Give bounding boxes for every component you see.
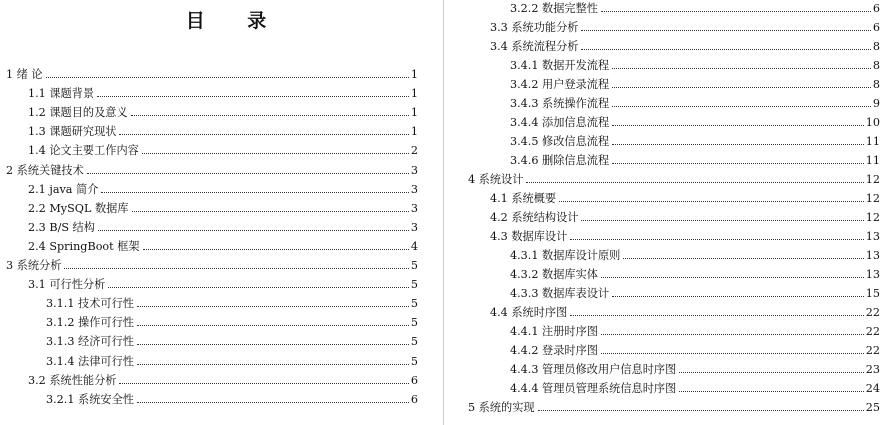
toc-entry-page: 2 xyxy=(410,144,418,158)
toc-entry[interactable] xyxy=(510,133,880,148)
toc-entry-page: 1 xyxy=(410,87,418,101)
toc-entry[interactable] xyxy=(28,104,418,119)
toc-entry[interactable] xyxy=(46,333,418,348)
dot-leader xyxy=(137,344,409,345)
toc-entry-label: 1.2 课题目的及意义 xyxy=(28,106,128,120)
toc-entry[interactable] xyxy=(46,391,418,406)
toc-entry-page: 3 xyxy=(410,163,418,177)
toc-entry-page: 22 xyxy=(865,344,880,357)
toc-entry-page: 12 xyxy=(865,211,880,224)
toc-entry-page: 3 xyxy=(410,220,418,234)
toc-entry-page: 6 xyxy=(872,2,880,15)
toc-entry-label: 3.4.3 系统操作流程 xyxy=(510,97,610,110)
toc-entry[interactable] xyxy=(510,323,880,338)
toc-entry-label: 5 系统的实现 xyxy=(468,401,535,414)
dot-leader xyxy=(679,372,863,373)
toc-entry-page: 10 xyxy=(865,116,880,129)
dot-leader xyxy=(581,49,870,50)
toc-entry-label: 1 绪 论 xyxy=(6,68,43,81)
toc-entry[interactable] xyxy=(46,295,418,310)
toc-entry[interactable] xyxy=(28,200,418,215)
toc-entry-label: 3.4.5 修改信息流程 xyxy=(510,135,610,148)
toc-entry-label: 1.1 课题背景 xyxy=(28,87,95,101)
toc-title: 目 录 xyxy=(185,10,285,32)
toc-entry-page: 13 xyxy=(865,230,880,243)
toc-entry-label: 4.4.4 管理员管理系统信息时序图 xyxy=(510,382,677,395)
toc-entry-label: 3.2.2 数据完整性 xyxy=(510,2,598,15)
toc-entry-page: 1 xyxy=(410,125,418,139)
dot-leader xyxy=(142,153,409,154)
toc-entry-page: 9 xyxy=(872,97,880,110)
toc-entry-page: 8 xyxy=(872,59,880,72)
toc-entry-page: 23 xyxy=(865,363,880,376)
toc-entry[interactable] xyxy=(28,85,418,100)
dot-leader xyxy=(612,163,864,164)
toc-entry[interactable] xyxy=(28,238,418,253)
toc-entry-page: 4 xyxy=(410,239,418,253)
toc-entry-label: 4.1 系统概要 xyxy=(490,192,557,205)
toc-entry-page: 3 xyxy=(410,201,418,215)
dot-leader xyxy=(97,96,409,97)
toc-entry[interactable] xyxy=(490,228,880,243)
dot-leader xyxy=(87,173,409,174)
toc-entry[interactable] xyxy=(28,276,418,291)
toc-entry[interactable] xyxy=(510,266,880,281)
toc-entry-page: 6 xyxy=(872,21,880,34)
toc-entry[interactable] xyxy=(490,209,880,224)
toc-entry-page: 5 xyxy=(410,278,418,292)
toc-entry-label: 4 系统设计 xyxy=(468,173,524,186)
toc-entry-label: 3.4.6 删除信息流程 xyxy=(510,154,610,167)
dot-leader xyxy=(137,325,409,326)
toc-entry-page: 6 xyxy=(410,392,418,406)
dot-leader xyxy=(623,258,863,259)
toc-entry-label: 3.2.1 系统安全性 xyxy=(46,392,134,406)
toc-entry[interactable] xyxy=(510,380,880,395)
toc-entry-label: 4.4.3 管理员修改用户信息时序图 xyxy=(510,363,677,376)
toc-entry[interactable] xyxy=(468,171,880,186)
toc-entry-page: 13 xyxy=(865,249,880,262)
toc-entry-label: 3.2 系统性能分析 xyxy=(28,373,117,387)
toc-entry[interactable] xyxy=(490,304,880,319)
toc-entry[interactable] xyxy=(490,190,880,205)
toc-entry-page: 3 xyxy=(410,182,418,196)
toc-entry-label: 4.3 数据库设计 xyxy=(490,230,568,243)
dot-leader xyxy=(581,30,870,31)
toc-entry-page: 24 xyxy=(865,382,880,395)
toc-entry[interactable] xyxy=(28,142,418,157)
toc-entry[interactable] xyxy=(28,219,418,234)
page-divider xyxy=(443,0,444,425)
toc-entry-page: 5 xyxy=(410,316,418,330)
dot-leader xyxy=(612,68,871,69)
toc-entry-label: 1.4 论文主要工作内容 xyxy=(28,144,139,158)
toc-entry[interactable] xyxy=(510,76,880,91)
toc-entry-label: 3.3 系统功能分析 xyxy=(490,21,579,34)
toc-entry-page: 15 xyxy=(865,287,880,300)
toc-entry[interactable] xyxy=(6,257,418,272)
toc-entry-label: 2.1 java 简介 xyxy=(28,182,99,196)
dot-leader xyxy=(143,249,409,250)
dot-leader xyxy=(101,192,408,193)
dot-leader xyxy=(137,306,409,307)
dot-leader xyxy=(612,106,871,107)
toc-entry[interactable] xyxy=(510,152,880,167)
toc-entry-page: 12 xyxy=(865,173,880,186)
dot-leader xyxy=(601,334,864,335)
toc-entry[interactable] xyxy=(28,372,418,387)
toc-entry[interactable] xyxy=(6,66,418,81)
toc-entry-page: 5 xyxy=(410,354,418,368)
dot-leader xyxy=(108,287,409,288)
dot-leader xyxy=(601,11,871,12)
dot-leader xyxy=(581,220,863,221)
toc-entry-label: 3.4.4 添加信息流程 xyxy=(510,116,610,129)
dot-leader xyxy=(137,402,409,403)
dot-leader xyxy=(601,353,864,354)
dot-leader xyxy=(601,277,864,278)
toc-entry-label: 3.4 系统流程分析 xyxy=(490,40,579,53)
dot-leader xyxy=(679,391,863,392)
toc-entry-page: 5 xyxy=(410,259,418,272)
toc-entry[interactable] xyxy=(510,0,880,15)
toc-entry-label: 1.3 课题研究现状 xyxy=(28,125,117,139)
toc-entry-label: 3.1.2 操作可行性 xyxy=(46,316,134,330)
toc-entry-label: 2.4 SpringBoot 框架 xyxy=(28,239,140,253)
toc-entry-page: 1 xyxy=(410,68,418,81)
toc-entry-page: 22 xyxy=(865,306,880,319)
toc-entry-page: 25 xyxy=(865,401,880,414)
toc-entry-page: 5 xyxy=(410,297,418,311)
dot-leader xyxy=(119,134,408,135)
dot-leader xyxy=(526,182,863,183)
toc-entry-label: 4.4.1 注册时序图 xyxy=(510,325,598,338)
dot-leader xyxy=(132,211,409,212)
toc-entry-label: 3.1.3 经济可行性 xyxy=(46,335,134,349)
toc-entry[interactable] xyxy=(510,342,880,357)
toc-entry-label: 4.3.3 数据库表设计 xyxy=(510,287,610,300)
dot-leader xyxy=(64,268,408,269)
toc-entry-page: 6 xyxy=(410,373,418,387)
toc-entry-page: 8 xyxy=(872,40,880,53)
toc-entry-label: 3.1 可行性分析 xyxy=(28,278,106,292)
toc-entry[interactable] xyxy=(6,162,418,177)
toc-entry-label: 3 系统分析 xyxy=(6,259,62,272)
toc-entry-label: 4.4 系统时序图 xyxy=(490,306,568,319)
toc-entry-page: 12 xyxy=(865,192,880,205)
toc-entry[interactable] xyxy=(46,314,418,329)
dot-leader xyxy=(119,383,408,384)
toc-entry[interactable] xyxy=(468,399,880,414)
toc-entry-label: 3.1.4 法律可行性 xyxy=(46,354,134,368)
toc-entry-page: 11 xyxy=(865,135,880,148)
toc-entry-label: 3.4.1 数据开发流程 xyxy=(510,59,610,72)
toc-entry-label: 4.3.1 数据库设计原则 xyxy=(510,249,621,262)
toc-entry[interactable] xyxy=(510,95,880,110)
toc-entry-label: 4.2 系统结构设计 xyxy=(490,211,579,224)
toc-entry[interactable] xyxy=(28,123,418,138)
toc-entry-page: 11 xyxy=(865,154,880,167)
dot-leader xyxy=(612,87,871,88)
toc-entry-page: 8 xyxy=(872,78,880,91)
dot-leader xyxy=(98,230,409,231)
toc-entry-page: 22 xyxy=(865,325,880,338)
toc-entry-page: 5 xyxy=(410,335,418,349)
toc-entry-label: 2.2 MySQL 数据库 xyxy=(28,201,129,215)
toc-entry-label: 2 系统关键技术 xyxy=(6,163,84,177)
toc-entry-label: 4.3.2 数据库实体 xyxy=(510,268,598,281)
toc-entry-label: 3.4.2 用户登录流程 xyxy=(510,78,610,91)
toc-entry[interactable] xyxy=(510,285,880,300)
toc-entry[interactable] xyxy=(510,247,880,262)
toc-entry[interactable] xyxy=(510,361,880,376)
dot-leader xyxy=(137,364,409,365)
dot-leader xyxy=(612,144,864,145)
toc-entry-page: 13 xyxy=(865,268,880,281)
toc-entry[interactable] xyxy=(510,114,880,129)
dot-leader xyxy=(538,410,864,411)
dot-leader xyxy=(131,115,409,116)
toc-entry[interactable] xyxy=(490,19,880,34)
toc-entry[interactable] xyxy=(46,353,418,368)
dot-leader xyxy=(570,315,863,316)
toc-entry-page: 1 xyxy=(410,106,418,120)
toc-entry-label: 2.3 B/S 结构 xyxy=(28,220,95,234)
toc-entry[interactable] xyxy=(510,57,880,72)
dot-leader xyxy=(570,239,863,240)
toc-entry-label: 3.1.1 技术可行性 xyxy=(46,297,134,311)
toc-entry-label: 4.4.2 登录时序图 xyxy=(510,344,598,357)
dot-leader xyxy=(46,77,409,78)
dot-leader xyxy=(612,296,864,297)
toc-entry[interactable] xyxy=(28,181,418,196)
toc-entry[interactable] xyxy=(490,38,880,53)
dot-leader xyxy=(559,201,864,202)
dot-leader xyxy=(612,125,864,126)
